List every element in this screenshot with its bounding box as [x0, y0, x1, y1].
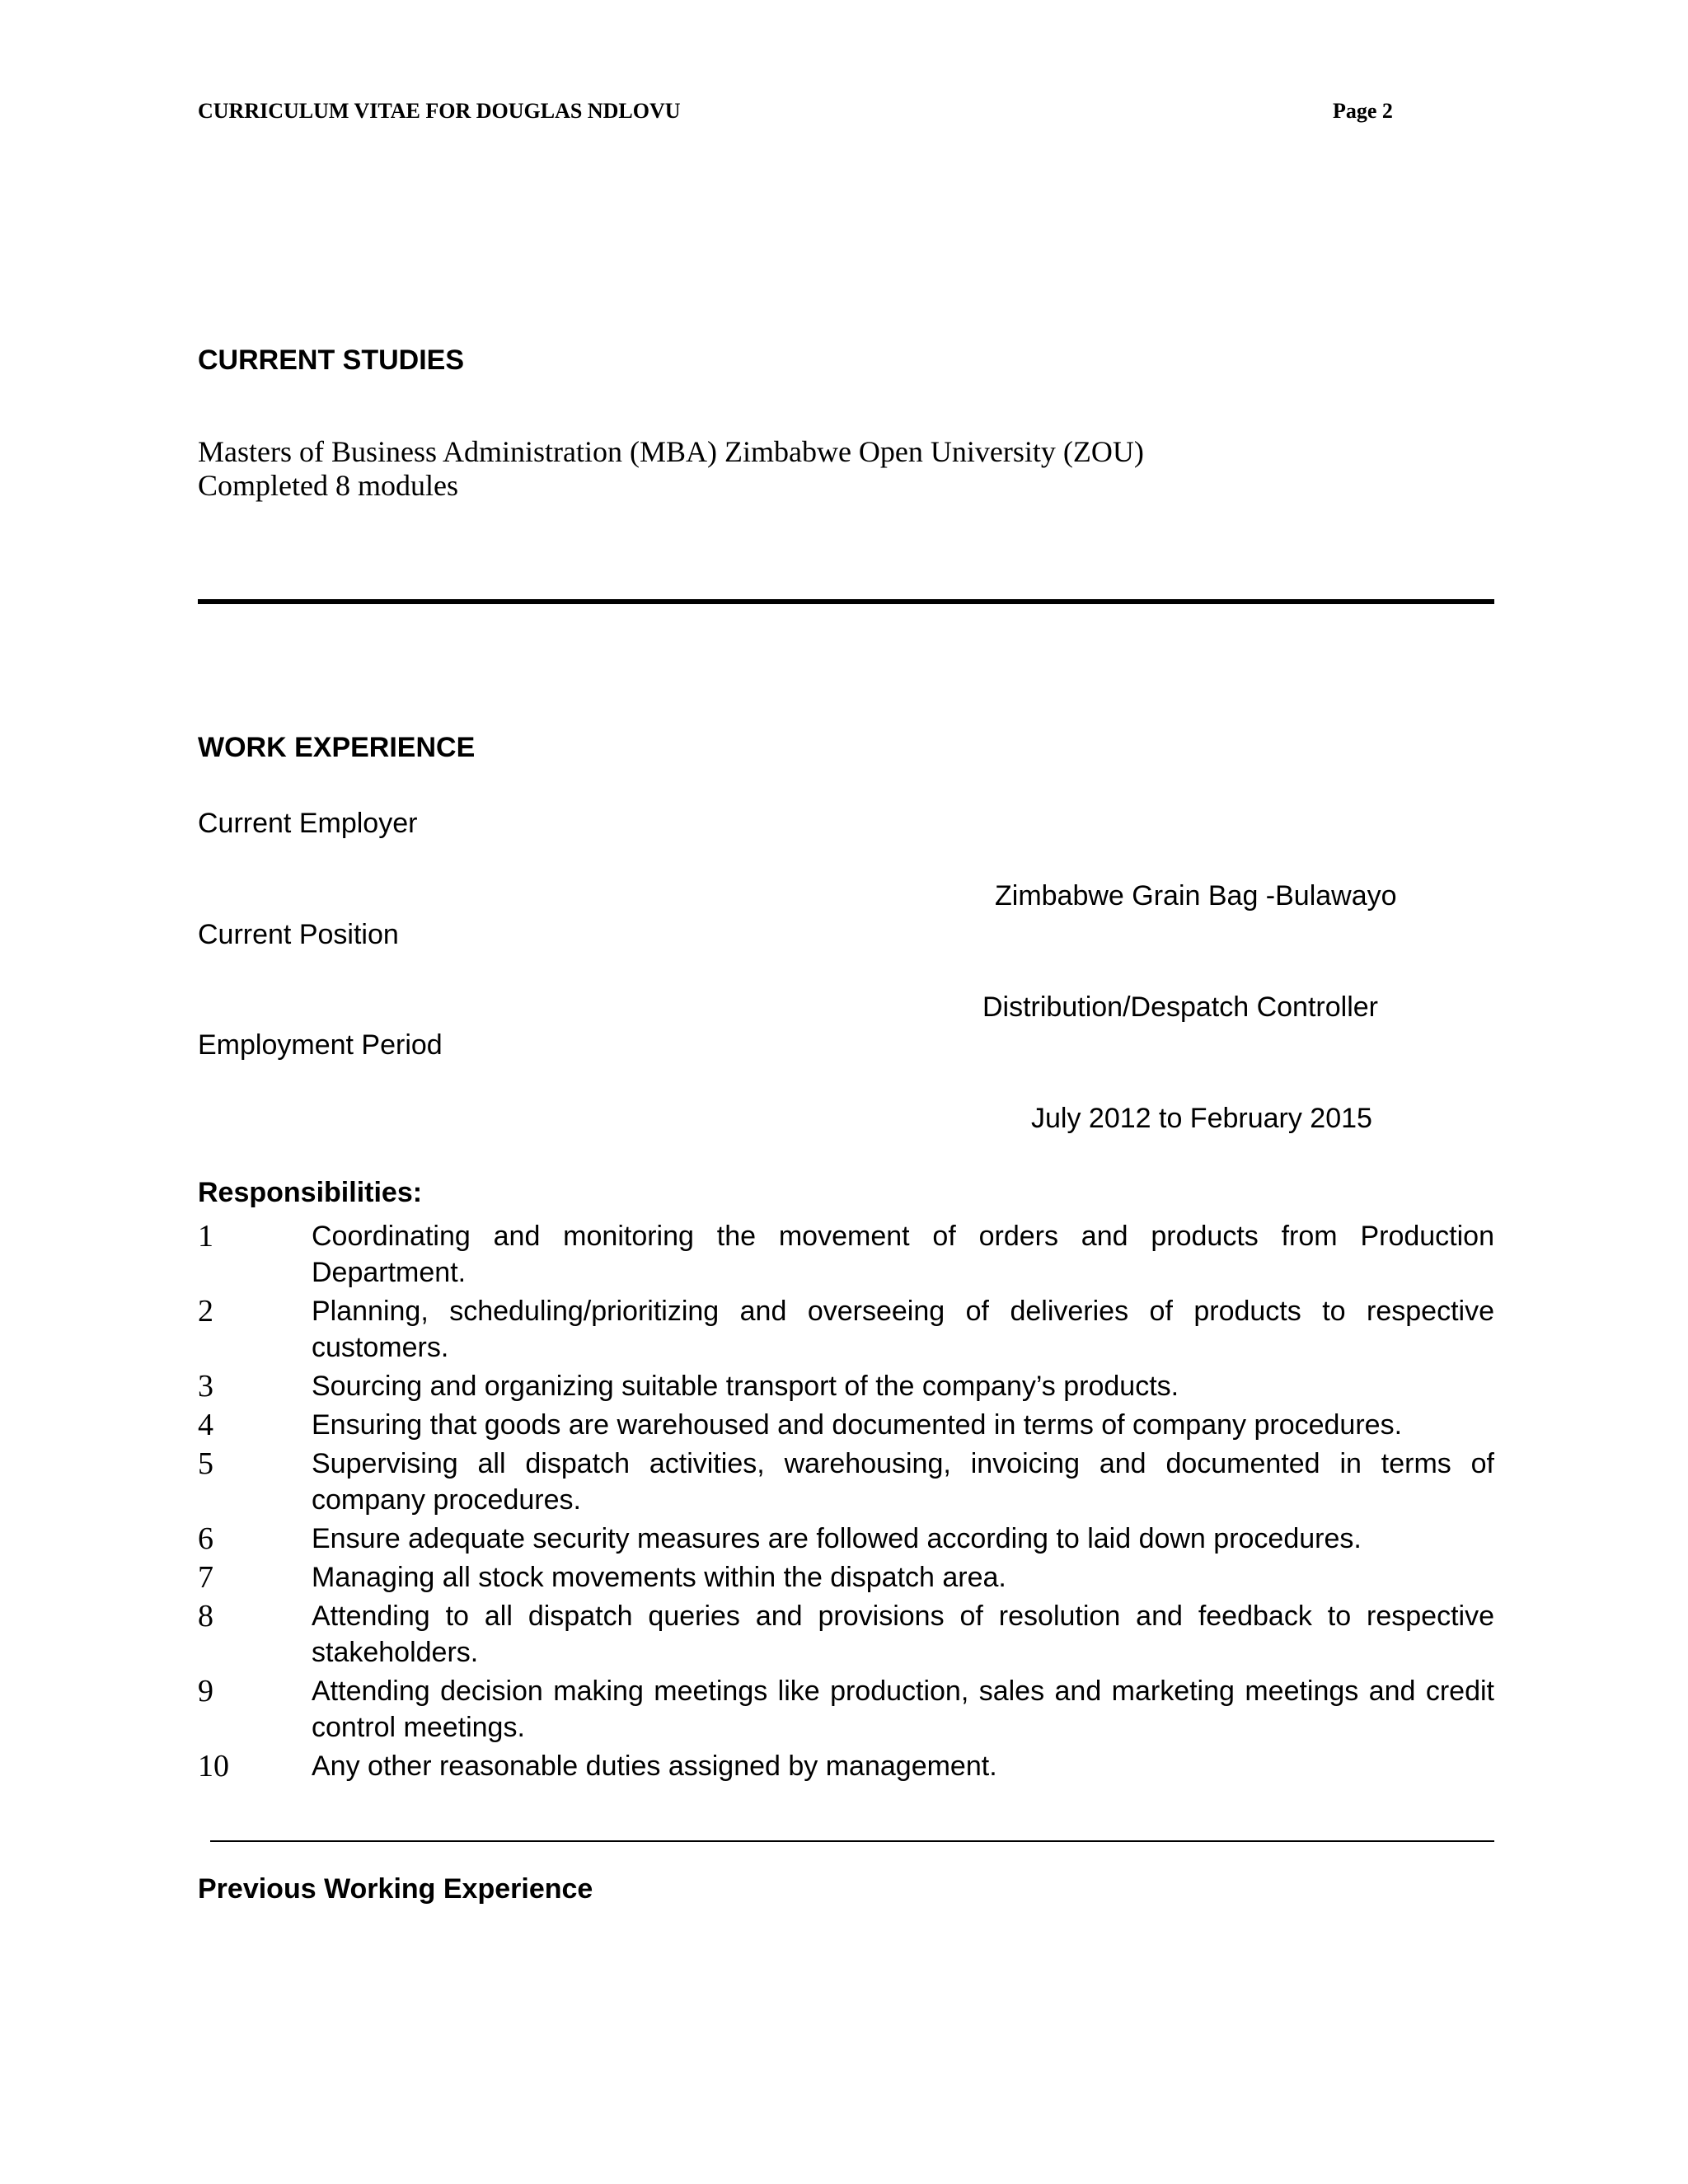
list-item-text: Attending to all dispatch queries and provisions of resolution and feedback to respective stakeholders.: [312, 1601, 1494, 1668]
list-item-number: 10: [198, 1749, 229, 1783]
list-item-text: Coordinating and monitoring the movement of orders and products from Production Department.: [312, 1221, 1494, 1288]
list-item: [198, 1446, 1494, 1518]
list-item: [198, 1559, 1494, 1596]
list-item-number: 3: [198, 1369, 213, 1404]
employment-period-label: Employment Period: [198, 1029, 443, 1061]
study-program: Masters of Business Administration (MBA) Zimbabwe Open University (ZOU): [198, 435, 1144, 468]
list-item-text: Any other reasonable duties assigned by management.: [312, 1750, 997, 1782]
responsibilities-heading: Responsibilities:: [198, 1177, 423, 1208]
current-position-value: Distribution/Despatch Controller: [982, 991, 1378, 1023]
list-item-number: 8: [198, 1599, 213, 1633]
previous-experience-heading: Previous Working Experience: [198, 1873, 593, 1905]
current-employer-value: Zimbabwe Grain Bag -Bulawayo: [995, 880, 1397, 912]
document-header-title: CURRICULUM VITAE FOR DOUGLAS NDLOVU: [198, 99, 681, 123]
list-item: [198, 1368, 1494, 1404]
employment-period-value: July 2012 to February 2015: [1031, 1103, 1372, 1134]
list-item-text: Sourcing and organizing suitable transport of the company’s products.: [312, 1371, 1179, 1402]
list-item-number: 7: [198, 1560, 213, 1595]
work-experience-heading: WORK EXPERIENCE: [198, 732, 476, 763]
section-divider-thin: [210, 1840, 1494, 1842]
section-divider-thick: [198, 599, 1494, 604]
current-employer-label: Current Employer: [198, 808, 418, 839]
list-item-text: Ensure adequate security measures are followed according to laid down procedures.: [312, 1523, 1362, 1554]
current-studies-heading: CURRENT STUDIES: [198, 344, 465, 376]
list-item-text: Planning, scheduling/prioritizing and overseeing of deliveries of products to respective customers.: [312, 1296, 1494, 1363]
list-item-number: 5: [198, 1446, 213, 1481]
study-progress: Completed 8 modules: [198, 469, 458, 502]
list-item: [198, 1598, 1494, 1671]
list-item: [198, 1521, 1494, 1557]
list-item-number: 6: [198, 1521, 213, 1556]
list-item-number: 9: [198, 1674, 213, 1708]
list-item-number: 2: [198, 1294, 213, 1329]
responsibilities-list: [198, 1218, 1494, 1787]
list-item-number: 1: [198, 1219, 213, 1254]
list-item-text: Managing all stock movements within the dispatch area.: [312, 1562, 1006, 1593]
list-item-number: 4: [198, 1408, 213, 1442]
list-item-text: Ensuring that goods are warehoused and documented in terms of company procedures.: [312, 1409, 1403, 1441]
list-item: [198, 1673, 1494, 1746]
list-item: [198, 1218, 1494, 1291]
list-item-text: Attending decision making meetings like production, sales and marketing meetings and credit control meetings.: [312, 1675, 1494, 1743]
current-position-label: Current Position: [198, 919, 399, 950]
list-item: [198, 1407, 1494, 1443]
list-item: [198, 1293, 1494, 1366]
list-item: [198, 1748, 1494, 1784]
page-number: Page 2: [1333, 99, 1393, 123]
list-item-text: Supervising all dispatch activities, warehousing, invoicing and documented in terms of company procedures.: [312, 1448, 1494, 1516]
